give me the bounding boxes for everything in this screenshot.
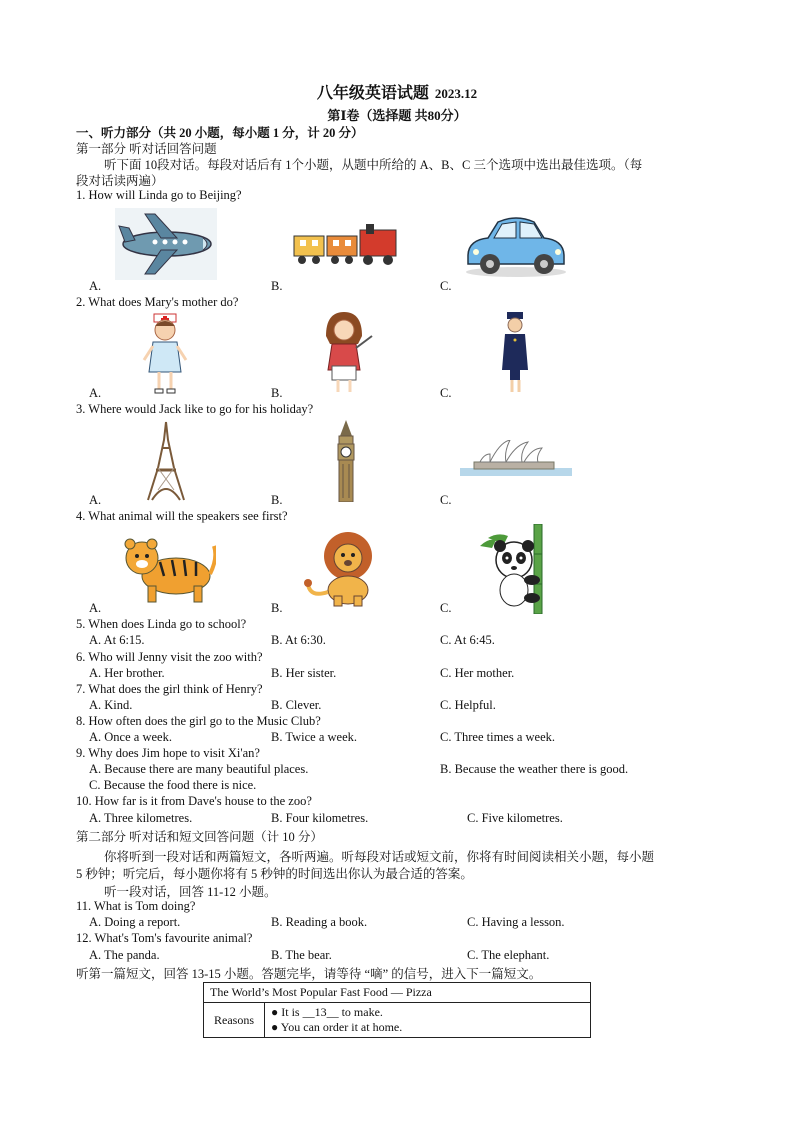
q6-option-b: B. Her sister. [271, 666, 337, 680]
question-5: 5. When does Linda go to school? [76, 617, 247, 631]
tiger-icon [120, 530, 216, 606]
q5-option-c: C. At 6:45. [440, 633, 495, 647]
section1-heading: 一、听力部分（共 20 小题，每小题 1 分，计 20 分） [76, 126, 364, 140]
lion-icon [302, 528, 382, 608]
question-9: 9. Why does Jim hope to visit Xi'an? [76, 746, 260, 760]
q5-option-b: B. At 6:30. [271, 633, 326, 647]
question-6: 6. Who will Jenny visit the zoo with? [76, 650, 263, 664]
question-12: 12. What's Tom's favourite animal? [76, 931, 253, 945]
q11-option-b: B. Reading a book. [271, 915, 368, 929]
reasons-content [265, 1003, 591, 1038]
passage1-intro: 听第一篇短文，回答 13-15 小题。答题完毕，请等待 “嘀” 的信号，进入下一篇短文。 [76, 967, 542, 981]
question-7: 7. What does the girl think of Henry? [76, 682, 263, 696]
q3-option-a: A. [89, 493, 102, 507]
eiffel-tower-icon [144, 420, 188, 502]
dialogue-intro: 听一段对话，回答 11-12 小题。 [104, 885, 277, 899]
q4-option-c: C. [440, 601, 452, 615]
q11-option-c: C. Having a lesson. [467, 915, 565, 929]
airplane-icon [115, 208, 217, 280]
exam-date: 2023.12 [434, 86, 478, 101]
sydney-opera-house-icon [460, 440, 572, 476]
q7-option-c: C. Helpful. [440, 698, 496, 712]
question-3: 3. Where would Jack like to go for his holiday? [76, 402, 314, 416]
part2-instruction-line1: 你将听到一段对话和两篇短文，各听两遍。听每段对话或短文前，你将有时间阅读相关小题，每小题 [104, 850, 655, 864]
policewoman-icon [498, 310, 532, 396]
q1-option-c: C. [440, 279, 452, 293]
q6-option-c: C. Her mother. [440, 666, 515, 680]
reasons-label: Reasons [204, 1003, 265, 1038]
q6-option-a: A. Her brother. [89, 666, 165, 680]
q2-option-c: C. [440, 386, 452, 400]
q9-option-c: C. Because the food there is nice. [89, 778, 257, 792]
q2-option-b: B. [271, 386, 283, 400]
table-title: The World’s Most Popular Fast Food — Pizza [204, 983, 591, 1003]
question-11: 11. What is Tom doing? [76, 899, 196, 913]
q3-option-b: B. [271, 493, 283, 507]
exam-title [0, 80, 794, 103]
nurse-icon [140, 312, 190, 396]
q8-option-c: C. Three times a week. [440, 730, 556, 744]
part2-heading: 第二部分 听对话和短文回答问题（计 10 分） [76, 830, 323, 844]
q4-option-a: A. [89, 601, 102, 615]
q12-option-c: C. The elephant. [467, 948, 550, 962]
pizza-table [203, 982, 591, 1038]
question-10: 10. How far is it from Dave's house to the zoo? [76, 794, 312, 808]
title-text: 八年级英语试题 [316, 85, 429, 102]
q11-option-a: A. Doing a report. [89, 915, 181, 929]
q9-option-b: B. Because the weather there is good. [440, 762, 629, 776]
train-icon [292, 222, 402, 268]
q2-option-a: A. [89, 386, 102, 400]
q4-option-b: B. [271, 601, 283, 615]
question-2: 2. What does Mary's mother do? [76, 295, 239, 309]
q9-option-a: A. Because there are many beautiful places. [89, 762, 309, 776]
panda-icon [478, 524, 558, 614]
exam-subtitle: 第Ⅰ卷（选择题 共80分） [327, 108, 467, 123]
part2-instruction-line2: 5 秒钟；听完后，每小题你将有 5 秒钟的时间选出你认为最合适的答案。 [76, 867, 473, 881]
part1-instruction-line1: 听下面 10段对话。每段对话后有 1个小题，从题中所给的 A、B、C 三个选项中选出最佳选项。（每 [104, 158, 643, 172]
q1-option-b: B. [271, 279, 283, 293]
q12-option-b: B. The bear. [271, 948, 332, 962]
question-1: 1. How will Linda go to Beijing? [76, 188, 242, 202]
q5-option-a: A. At 6:15. [89, 633, 145, 647]
question-8: 8. How often does the girl go to the Music Club? [76, 714, 321, 728]
car-icon [460, 212, 572, 278]
q8-option-b: B. Twice a week. [271, 730, 358, 744]
question-4: 4. What animal will the speakers see first? [76, 509, 288, 523]
q1-option-a: A. [89, 279, 102, 293]
q3-option-c: C. [440, 493, 452, 507]
q8-option-a: A. Once a week. [89, 730, 172, 744]
q7-option-b: B. Clever. [271, 698, 322, 712]
part1-instruction-line2: 段对话读两遍） [76, 174, 164, 188]
q7-option-a: A. Kind. [89, 698, 133, 712]
teacher-icon [318, 310, 374, 396]
q10-option-c: C. Five kilometres. [467, 811, 563, 825]
q10-option-b: B. Four kilometres. [271, 811, 369, 825]
q12-option-a: A. The panda. [89, 948, 160, 962]
reason-bullet-1: ● It is __13__ to make. [271, 1005, 383, 1019]
reason-bullet-2: ● You can order it at home. [271, 1020, 403, 1034]
big-ben-icon [334, 420, 358, 502]
q10-option-a: A. Three kilometres. [89, 811, 193, 825]
part1-heading: 第一部分 听对话回答问题 [76, 142, 217, 156]
